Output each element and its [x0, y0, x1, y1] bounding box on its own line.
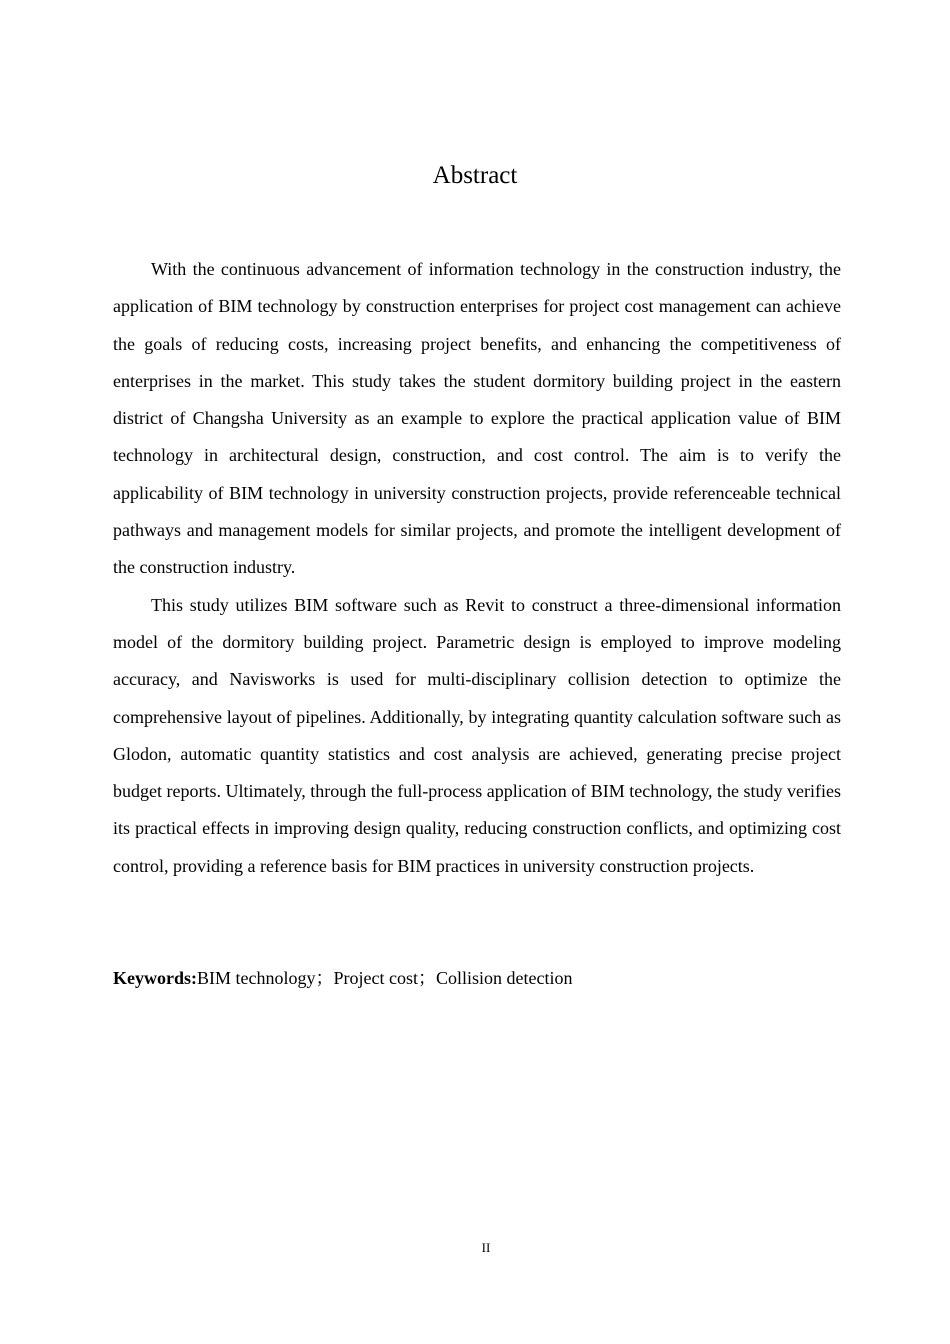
keywords-list: BIM technology；Project cost；Collision detection	[197, 968, 573, 988]
keywords-line	[113, 963, 841, 993]
abstract-paragraph-2: This study utilizes BIM software such as Revit to construct a three-dimensional information model of the dormitory building project. Parametric design is employed to improve modeling accuracy, and Navisworks is used for multi-disciplinary collision detection to optimize the comprehensive layout of pipelines. Additionally, by integrating quantity calculation software such as Glodon, automatic quantity statistics and cost analysis are achieved, generating precise project budget reports. Ultimately, through the full-process application of BIM technology, the study verifies its practical effects in improving design quality, reducing construction conflicts, and optimizing cost control, providing a reference basis for BIM practices in university construction projects.	[113, 594, 841, 876]
abstract-paragraph-1: With the continuous advancement of information technology in the construction industry, the application of BIM technology by construction enterprises for project cost management can achieve the goals of reducing costs, increasing project benefits, and enhancing the competitiveness of enterprises in the market. This study takes the student dormitory building project in the eastern district of Changsha University as an example to explore the practical application value of BIM technology in architectural design, construction, and cost control. The aim is to verify the applicability of BIM technology in university construction projects, provide referenceable technical pathways and management models for similar projects, and promote the intelligent development of the construction industry.	[113, 259, 841, 578]
page-number: II	[481, 1240, 491, 1255]
keywords-label: Keywords:	[113, 968, 197, 988]
abstract-body	[113, 251, 841, 885]
page-title: Abstract	[432, 162, 518, 189]
